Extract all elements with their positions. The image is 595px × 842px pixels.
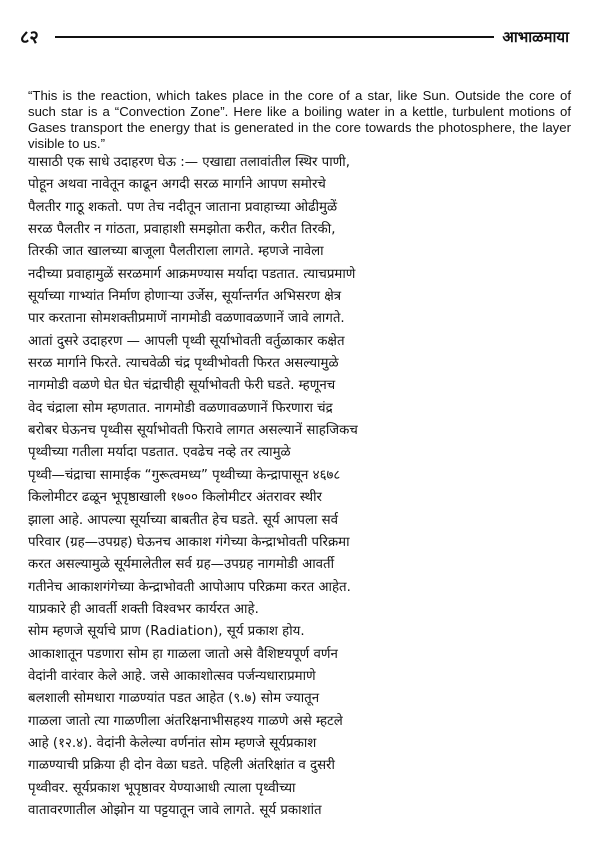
- text-line: गतीनेच आकाशगंगेच्या केन्द्राभोवती आपोआप परिक्रमा करत आहेत.: [28, 579, 351, 595]
- text-line: वातावरणातील ओझोन या पट्टयातून जावे लागते. सूर्य प्रकाशांत: [28, 802, 322, 818]
- text-line: पृथ्वीवर. सूर्यप्रकाश भूपृष्ठावर येण्याआधी त्याला पृथ्वीच्या: [28, 780, 296, 796]
- text-line: झाला आहे. आपल्या सूर्याच्या बाबतीत हेच घडते. सूर्य आपला सर्व: [28, 512, 339, 528]
- text-line: आकाशातून पडणारा सोम हा गाळला जातो असे वैशिष्टयपूर्ण वर्णन: [28, 646, 338, 662]
- text-line: नागमोडी वळणे घेत घेत चंद्राचीही सूर्याभोवती फेरी घडते. म्हणूनच: [28, 378, 336, 394]
- text-line: करत असल्यामुळे सूर्यमालेतील सर्व ग्रह—उपग्रह नागमोडी आवर्ती: [28, 557, 335, 573]
- text-line: पृथ्वीच्या गतीला मर्यादा पडतात. एवढेच नव्हे तर त्यामुळे: [28, 445, 291, 461]
- text-line: बरोबर घेऊनच पृथ्वीस सूर्याभोवती फिरावे लागत असल्यानें साहजिकच: [28, 423, 358, 439]
- paragraph: [28, 331, 571, 621]
- page-header: [20, 26, 569, 48]
- text-line: सोम म्हणजे सूर्याचे प्राण (Radiation), सूर्य प्रकाश होय.: [28, 624, 305, 640]
- text-line: वेद चंद्राला सोम म्हणतात. नागमोडी वळणावळणानें फिरणारा चंद्र: [28, 400, 333, 416]
- text-line: वेदांनी वारंवार केले आहे. जसे आकाशोत्सव पर्जन्यधाराप्रमाणे: [28, 668, 316, 684]
- header-rule: [55, 36, 495, 38]
- text-line: पार करताना सोमशक्तीप्रमाणें नागमोडी वळणावळणानें जावे लागते.: [28, 311, 345, 327]
- page-number: ८२: [20, 27, 39, 48]
- text-line: सूर्याच्या गाभ्यांत निर्माण होणाऱ्या उर्जेस, सूर्यान्तर्गत अभिसरण क्षेत्र: [28, 289, 342, 305]
- text-line: सरळ पैलतीर न गांठता, प्रवाहाशी समझोता करीत, करीत तिरकी,: [28, 222, 336, 238]
- text-line: गाळण्याची प्रक्रिया ही दोन वेळा घडते. पहिली अंतरिक्षांत व दुसरी: [28, 758, 335, 774]
- text-line: आहे (१२.४). वेदांनी केलेल्या वर्णनांत सोम म्हणजे सूर्यप्रकाश: [28, 735, 317, 751]
- text-line: आतां दुसरे उदाहरण — आपली पृथ्वी सूर्याभोवती वर्तुळाकार कक्षेत: [28, 333, 345, 349]
- paragraphs: [28, 152, 571, 822]
- text-line: सरळ मार्गाने फिरते. त्याचवेळी चंद्र पृथ्वीभोवती फिरत असल्यामुळे: [28, 356, 339, 372]
- text-line: नदीच्या प्रवाहामुळें सरळमार्ग आक्रमण्यास मर्यादा पडतात. त्याचप्रमाणे: [28, 266, 356, 282]
- text-line: गाळला जातो त्या गाळणीला अंतरिक्षनाभीसहश्य गाळणे असे म्हटले: [28, 713, 343, 729]
- text-line: बलशाली सोमधारा गाळण्यांत पडत आहेत (९.७) सोम ज्यातून: [28, 691, 320, 707]
- text-line: पृथ्वी—चंद्राचा सामाईक “गुरूत्वमध्य” पृथ्वीच्या केन्द्रापासून ४६७८: [28, 467, 341, 483]
- text-line: परिवार (ग्रह—उपग्रह) घेऊनच आकाश गंगेच्या केन्द्राभोवती परिक्रमा: [28, 534, 350, 550]
- text-line: पोहून अथवा नावेतून काढून अगदी सरळ मार्गाने आपण समोरचे: [28, 177, 326, 193]
- text-line: याप्रकारे ही आवर्ती शक्ती विश्वभर कार्यरत आहे.: [28, 601, 259, 617]
- text-line: किलोमीटर ढळून भूपृष्ठाखाली १७०० किलोमीटर अंतरावर स्थीर: [28, 490, 322, 506]
- text-line: यासाठी एक साधे उदाहरण घेऊ :— एखाद्या तलावांतील स्थिर पाणी,: [28, 155, 350, 170]
- paragraph: [28, 152, 571, 331]
- page-content: [28, 88, 571, 822]
- text-line: तिरकी जात खालच्या बाजूला पैलतीराला लागते. म्हणजे नावेला: [28, 244, 324, 260]
- text-line: पैलतीर गाठू शकतो. पण तेच नदीतून जाताना प्रवाहाच्या ओढीमुळें: [28, 199, 338, 215]
- paragraph: [28, 621, 571, 822]
- english-quote: “This is the reaction, which takes place in the core of a star, like Sun. Outside the core of such star is a “Convection Zone”. Here like a boiling water in a kettle, turbulent motions of Gases transport the energy that is generated in the core towards the photosphere, the layer visible to us.”: [28, 88, 571, 151]
- running-title: आभाळमाया: [502, 28, 569, 46]
